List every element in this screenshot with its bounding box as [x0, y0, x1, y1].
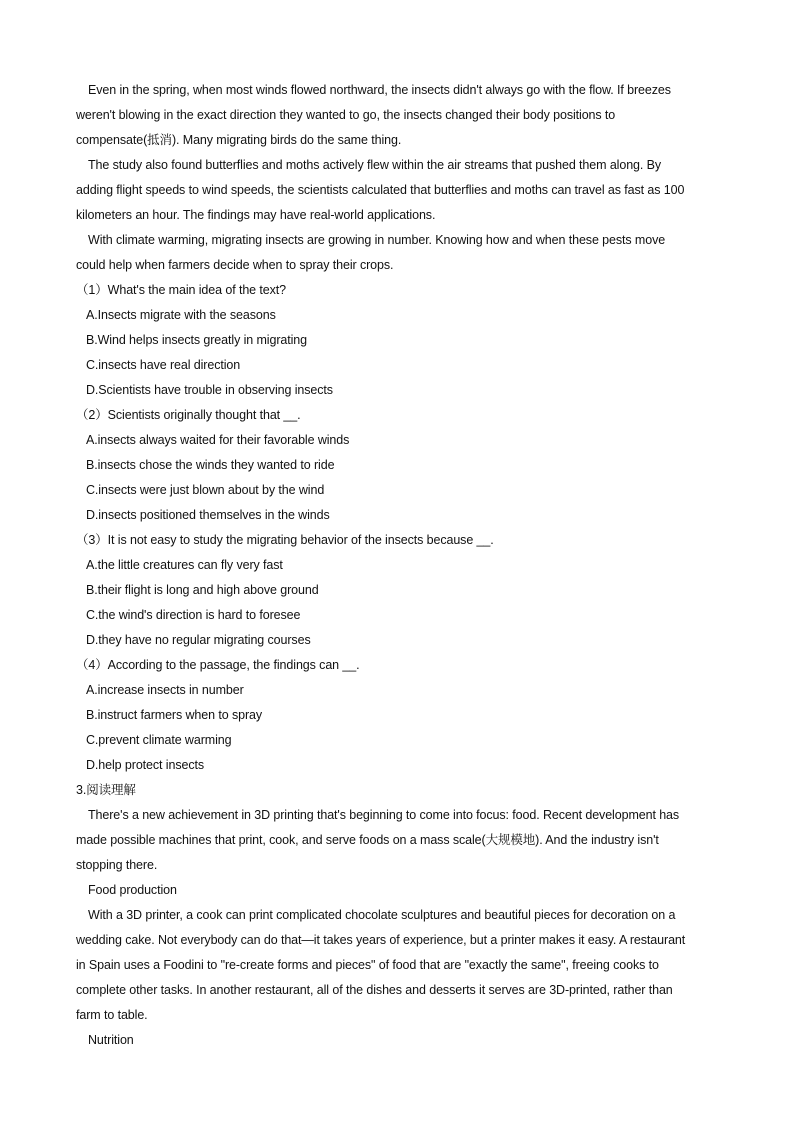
- question-4: [76, 653, 718, 778]
- text-line: farm to table.: [76, 1008, 148, 1022]
- text-line: kilometers an hour. The findings may have real-world applications.: [76, 208, 436, 222]
- document-page: [76, 78, 718, 1053]
- question-2: [76, 403, 718, 528]
- option-c: C.insects were just blown about by the wind: [86, 483, 325, 497]
- option-a: A.Insects migrate with the seasons: [86, 308, 276, 322]
- text-line: The study also found butterflies and moths actively flew within the air streams that pushed them along. By: [88, 158, 662, 172]
- section-3: [76, 778, 718, 1053]
- option-a: A.insects always waited for their favorable winds: [86, 433, 350, 447]
- text-line: in Spain uses a Foodini to "re-create forms and pieces" of food that are "exactly the same", freeing cooks to: [76, 958, 659, 972]
- text-line: made possible machines that print, cook, and serve foods on a mass scale(大规模地). And the industry isn't: [76, 833, 659, 847]
- text-line: adding flight speeds to wind speeds, the scientists calculated that butterflies and moths can travel as fast as 100: [76, 183, 685, 197]
- passage-paragraph-3: [76, 228, 718, 278]
- section-heading: 3.阅读理解: [76, 783, 136, 797]
- text-line: With a 3D printer, a cook can print complicated chocolate sculptures and beautiful pieces for decoration on a: [88, 908, 676, 922]
- section-3-paragraph-1: [76, 803, 718, 878]
- text-line: compensate(抵消). Many migrating birds do the same thing.: [76, 133, 402, 147]
- passage-paragraph-1: [76, 78, 718, 153]
- option-c: C.prevent climate warming: [86, 733, 232, 747]
- question-3: [76, 528, 718, 653]
- text-line: could help when farmers decide when to spray their crops.: [76, 258, 394, 272]
- question-stem: （1）What's the main idea of the text?: [76, 283, 287, 297]
- section-3-paragraph-2: [76, 903, 718, 1028]
- option-b: B.their flight is long and high above ground: [86, 583, 319, 597]
- question-stem: （2）Scientists originally thought that __.: [76, 408, 301, 422]
- option-d: D.help protect insects: [86, 758, 204, 772]
- option-d: D.they have no regular migrating courses: [86, 633, 311, 647]
- question-stem: （3）It is not easy to study the migrating behavior of the insects because __.: [76, 533, 494, 547]
- text-line: There's a new achievement in 3D printing that's beginning to come into focus: food. Recent development has: [88, 808, 680, 822]
- option-c: C.the wind's direction is hard to foresee: [86, 608, 301, 622]
- text-line: weren't blowing in the exact direction they wanted to go, the insects changed their body positions to: [76, 108, 616, 122]
- text-line: complete other tasks. In another restaurant, all of the dishes and desserts it serves are 3D-printed, rather than: [76, 983, 673, 997]
- text-line: With climate warming, migrating insects are growing in number. Knowing how and when these pests move: [88, 233, 666, 247]
- text-line: stopping there.: [76, 858, 158, 872]
- question-1: [76, 278, 718, 403]
- option-d: D.Scientists have trouble in observing insects: [86, 383, 333, 397]
- text-line: Even in the spring, when most winds flowed northward, the insects didn't always go with the flow. If breezes: [88, 83, 671, 97]
- option-a: A.increase insects in number: [86, 683, 244, 697]
- passage-paragraph-2: [76, 153, 718, 228]
- option-d: D.insects positioned themselves in the winds: [86, 508, 330, 522]
- option-b: B.instruct farmers when to spray: [86, 708, 263, 722]
- subheading-nutrition: Nutrition: [88, 1033, 134, 1047]
- text-line: wedding cake. Not everybody can do that—it takes years of experience, but a printer makes it easy. A restaurant: [76, 933, 686, 947]
- option-a: A.the little creatures can fly very fast: [86, 558, 283, 572]
- option-b: B.Wind helps insects greatly in migrating: [86, 333, 307, 347]
- option-b: B.insects chose the winds they wanted to ride: [86, 458, 335, 472]
- option-c: C.insects have real direction: [86, 358, 241, 372]
- subheading-food-production: Food production: [88, 883, 177, 897]
- question-stem: （4）According to the passage, the findings can __.: [76, 658, 360, 672]
